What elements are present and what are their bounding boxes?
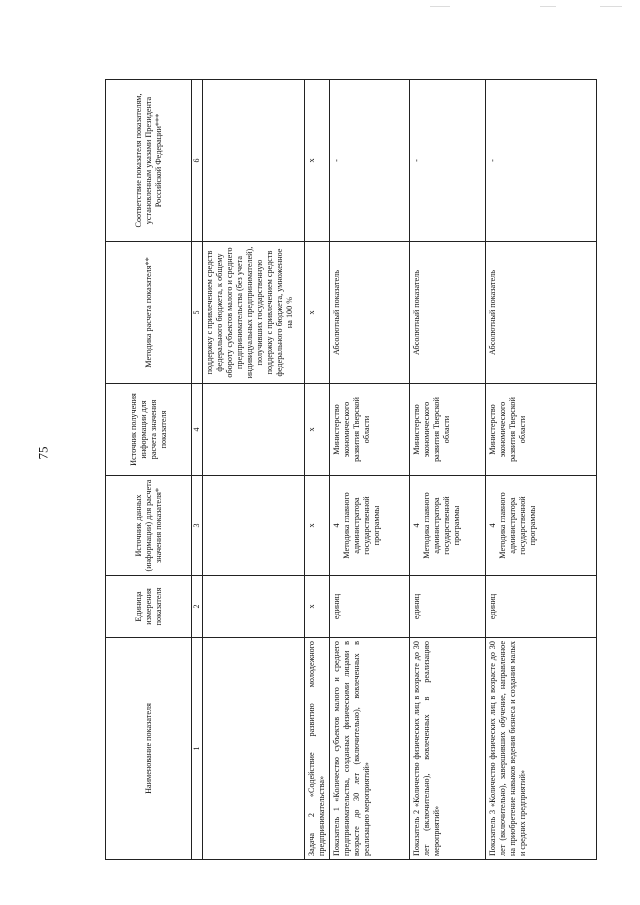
indicator-name: Показатель 3 «Количество физических лиц в возрасте до 30 лет (включительно), завершивших обучение, направленное на приобретение навыков ведения бизнеса и создания малых и средних предприятий»	[486, 638, 597, 860]
method-cell: поддержку с привлечением средств федерального бюджета, к общему обороту субъектов малого и среднего предпринимательства (без учета индивидуальных предпринимателей), получивших государственную поддержку с привлечением средств федерального бюджета, умноженное на 100 %	[203, 242, 305, 384]
column-number: 1	[192, 638, 203, 860]
origin-cell: Министерство экономического развития Тверской области	[486, 384, 597, 476]
source-cell: х	[305, 476, 330, 576]
source-number: 4	[332, 523, 341, 528]
method-cell: Абсолютный показатель	[410, 242, 486, 384]
origin-cell: х	[305, 384, 330, 476]
rotated-table-container	[105, 80, 595, 860]
origin-cell: Министерство экономического развития Тверской области	[330, 384, 410, 476]
header-name: Наименование показателя	[106, 638, 192, 860]
source-text: Методика главного администратора государственной программы	[422, 492, 461, 559]
table-row	[330, 80, 410, 860]
match-cell	[203, 80, 305, 242]
match-cell: -	[410, 80, 486, 242]
header-origin: Источник получения информации для расчета значения показателя	[106, 384, 192, 476]
header-source: Источник данных (информации) для расчета значения показателя*	[106, 476, 192, 576]
indicators-table	[105, 79, 597, 860]
indicator-name: Показатель 1 «Количество субъектов малого и среднего предпринимательства, созданных физическими лицами в возрасте до 30 лет (включительно), вовлеченных в реализацию мероприятий»	[330, 638, 410, 860]
page-number: 75	[35, 446, 51, 460]
table-row	[410, 80, 486, 860]
header-unit: Единица измерения показателя	[106, 576, 192, 638]
unit-cell	[203, 576, 305, 638]
unit-cell: единиц	[330, 576, 410, 638]
column-number: 3	[192, 476, 203, 576]
column-number: 4	[192, 384, 203, 476]
method-cell: х	[305, 242, 330, 384]
origin-cell	[203, 384, 305, 476]
indicator-name	[203, 638, 305, 860]
method-cell: Абсолютный показатель	[486, 242, 597, 384]
source-number: 4	[412, 523, 421, 528]
column-number: 6	[192, 80, 203, 242]
header-match: Соответствие показателя показателям, установленным указами Президента Российской Федерации***	[106, 80, 192, 242]
unit-cell: единиц	[486, 576, 597, 638]
column-number: 5	[192, 242, 203, 384]
origin-cell: Министерство экономического развития Тверской области	[410, 384, 486, 476]
source-cell	[203, 476, 305, 576]
table-row	[305, 80, 330, 860]
match-cell: -	[486, 80, 597, 242]
unit-cell: единиц	[410, 576, 486, 638]
source-text: Методика главного администратора государственной программы	[498, 492, 537, 559]
source-text: Методика главного администратора государственной программы	[342, 492, 381, 559]
task-name: Задача 2 «Содействие развитию молодежного предпринимательства»	[305, 638, 330, 860]
method-cell: Абсолютный показатель	[330, 242, 410, 384]
match-cell: х	[305, 80, 330, 242]
column-numbers-row	[192, 80, 203, 860]
source-cell	[410, 476, 486, 576]
source-cell	[486, 476, 597, 576]
source-cell	[330, 476, 410, 576]
match-cell: -	[330, 80, 410, 242]
column-number: 2	[192, 576, 203, 638]
header-row	[106, 80, 192, 860]
table-row	[203, 80, 305, 860]
table-row	[486, 80, 597, 860]
unit-cell: х	[305, 576, 330, 638]
header-method: Методика расчета показателя**	[106, 242, 192, 384]
indicator-name: Показатель 2 «Количество физических лиц в возрасте до 30 лет (включительно), вовлеченных в реализацию мероприятий»	[410, 638, 486, 860]
source-number: 4	[488, 523, 497, 528]
